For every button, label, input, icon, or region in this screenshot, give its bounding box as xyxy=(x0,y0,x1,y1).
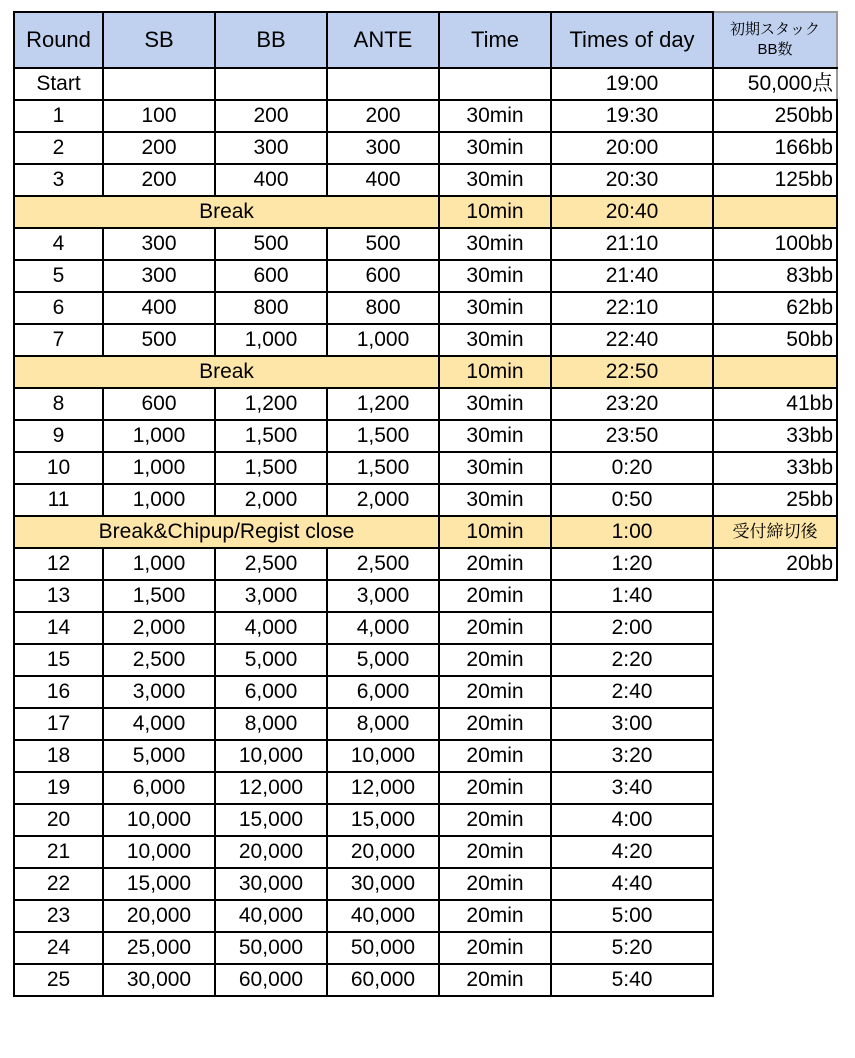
ante-cell: 50,000 xyxy=(327,932,439,964)
sb-cell: 10,000 xyxy=(103,804,215,836)
break-label: Break&Chipup/Regist close xyxy=(14,516,439,548)
ante-cell: 300 xyxy=(327,132,439,164)
level-row xyxy=(14,100,837,132)
time-of-day-cell: 1:20 xyxy=(551,548,713,580)
time-cell: 20min xyxy=(439,548,551,580)
ante-cell: 400 xyxy=(327,164,439,196)
time-of-day-cell: 19:30 xyxy=(551,100,713,132)
sb-cell: 2,000 xyxy=(103,612,215,644)
sb-cell: 400 xyxy=(103,292,215,324)
ante-cell: 1,500 xyxy=(327,420,439,452)
time-of-day-cell: 21:40 xyxy=(551,260,713,292)
time-of-day-cell: 2:00 xyxy=(551,612,713,644)
round-cell: 17 xyxy=(14,708,103,740)
break-label: Break xyxy=(14,356,439,388)
time-of-day-cell: 3:40 xyxy=(551,772,713,804)
empty-cell xyxy=(713,708,837,740)
level-row xyxy=(14,900,837,932)
header-sb: SB xyxy=(103,12,215,68)
level-row xyxy=(14,932,837,964)
header-initial-stack xyxy=(713,12,837,68)
break-label: Break xyxy=(14,196,439,228)
ante-cell: 30,000 xyxy=(327,868,439,900)
bb-cell: 30,000 xyxy=(215,868,327,900)
bb-cell: 400 xyxy=(215,164,327,196)
ante-cell: 3,000 xyxy=(327,580,439,612)
sb-cell: 4,000 xyxy=(103,708,215,740)
bb-cell: 800 xyxy=(215,292,327,324)
sb-cell: 2,500 xyxy=(103,644,215,676)
round-cell: 6 xyxy=(14,292,103,324)
time-cell: 30min xyxy=(439,484,551,516)
stack-bb-cell: 50bb xyxy=(713,324,837,356)
bb-cell: 6,000 xyxy=(215,676,327,708)
ante-cell: 12,000 xyxy=(327,772,439,804)
ante-cell: 1,500 xyxy=(327,452,439,484)
level-row xyxy=(14,612,837,644)
time-cell: 20min xyxy=(439,964,551,996)
time-cell: 30min xyxy=(439,132,551,164)
sb-cell: 5,000 xyxy=(103,740,215,772)
ante-cell: 600 xyxy=(327,260,439,292)
stack-bb-cell: 250bb xyxy=(713,100,837,132)
sb-cell: 1,000 xyxy=(103,452,215,484)
break-time: 10min xyxy=(439,516,551,548)
round-cell: 18 xyxy=(14,740,103,772)
level-row xyxy=(14,164,837,196)
round-cell: 11 xyxy=(14,484,103,516)
time-cell: 30min xyxy=(439,420,551,452)
time-cell: 30min xyxy=(439,292,551,324)
sb-cell: 30,000 xyxy=(103,964,215,996)
stack-bb-cell: 62bb xyxy=(713,292,837,324)
sb-cell: 1,000 xyxy=(103,548,215,580)
start-ante xyxy=(327,68,439,100)
level-row xyxy=(14,644,837,676)
stack-bb-cell: 83bb xyxy=(713,260,837,292)
time-of-day-cell: 0:50 xyxy=(551,484,713,516)
empty-cell xyxy=(713,676,837,708)
break-row xyxy=(14,516,837,548)
sb-cell: 300 xyxy=(103,228,215,260)
bb-cell: 50,000 xyxy=(215,932,327,964)
stack-bb-cell: 100bb xyxy=(713,228,837,260)
break-time-of-day: 1:00 xyxy=(551,516,713,548)
start-label: Start xyxy=(14,68,103,100)
sb-cell: 300 xyxy=(103,260,215,292)
level-row xyxy=(14,548,837,580)
level-row xyxy=(14,292,837,324)
level-row xyxy=(14,772,837,804)
empty-cell xyxy=(713,740,837,772)
header-times-of-day: Times of day xyxy=(551,12,713,68)
time-cell: 30min xyxy=(439,100,551,132)
stack-bb-cell: 166bb xyxy=(713,132,837,164)
break-time: 10min xyxy=(439,356,551,388)
sb-cell: 100 xyxy=(103,100,215,132)
start-sb xyxy=(103,68,215,100)
round-cell: 2 xyxy=(14,132,103,164)
round-cell: 14 xyxy=(14,612,103,644)
bb-cell: 1,500 xyxy=(215,452,327,484)
time-of-day-cell: 20:30 xyxy=(551,164,713,196)
ante-cell: 1,000 xyxy=(327,324,439,356)
bb-cell: 1,000 xyxy=(215,324,327,356)
time-cell: 20min xyxy=(439,612,551,644)
bb-cell: 4,000 xyxy=(215,612,327,644)
ante-cell: 2,500 xyxy=(327,548,439,580)
round-cell: 5 xyxy=(14,260,103,292)
bb-cell: 200 xyxy=(215,100,327,132)
round-cell: 20 xyxy=(14,804,103,836)
time-cell: 30min xyxy=(439,228,551,260)
empty-cell xyxy=(713,772,837,804)
level-row xyxy=(14,132,837,164)
sb-cell: 1,500 xyxy=(103,580,215,612)
start-row xyxy=(14,68,837,100)
break-time: 10min xyxy=(439,196,551,228)
time-of-day-cell: 23:20 xyxy=(551,388,713,420)
stack-bb-cell: 125bb xyxy=(713,164,837,196)
time-of-day-cell: 5:20 xyxy=(551,932,713,964)
time-cell: 30min xyxy=(439,260,551,292)
round-cell: 7 xyxy=(14,324,103,356)
round-cell: 21 xyxy=(14,836,103,868)
bb-cell: 600 xyxy=(215,260,327,292)
level-row xyxy=(14,228,837,260)
blind-structure-table-wrapper xyxy=(13,11,838,997)
break-row xyxy=(14,196,837,228)
ante-cell: 20,000 xyxy=(327,836,439,868)
level-row xyxy=(14,580,837,612)
stack-bb-cell: 41bb xyxy=(713,388,837,420)
round-cell: 9 xyxy=(14,420,103,452)
sb-cell: 25,000 xyxy=(103,932,215,964)
time-cell: 20min xyxy=(439,804,551,836)
blind-structure-table xyxy=(13,11,838,997)
time-of-day-cell: 5:40 xyxy=(551,964,713,996)
break-stack xyxy=(713,196,837,228)
stack-bb-cell: 20bb xyxy=(713,548,837,580)
round-cell: 3 xyxy=(14,164,103,196)
round-cell: 24 xyxy=(14,932,103,964)
sb-cell: 15,000 xyxy=(103,868,215,900)
ante-cell: 200 xyxy=(327,100,439,132)
time-cell: 20min xyxy=(439,740,551,772)
bb-cell: 1,200 xyxy=(215,388,327,420)
header-time: Time xyxy=(439,12,551,68)
bb-cell: 60,000 xyxy=(215,964,327,996)
round-cell: 1 xyxy=(14,100,103,132)
start-stack: 50,000点 xyxy=(713,68,837,100)
ante-cell: 1,200 xyxy=(327,388,439,420)
time-cell: 20min xyxy=(439,900,551,932)
level-row xyxy=(14,708,837,740)
sb-cell: 500 xyxy=(103,324,215,356)
ante-cell: 10,000 xyxy=(327,740,439,772)
time-of-day-cell: 3:00 xyxy=(551,708,713,740)
time-cell: 20min xyxy=(439,868,551,900)
level-row xyxy=(14,740,837,772)
ante-cell: 4,000 xyxy=(327,612,439,644)
time-cell: 20min xyxy=(439,772,551,804)
level-row xyxy=(14,324,837,356)
empty-cell xyxy=(713,964,837,996)
header-round: Round xyxy=(14,12,103,68)
break-time-of-day: 22:50 xyxy=(551,356,713,388)
level-row xyxy=(14,452,837,484)
round-cell: 15 xyxy=(14,644,103,676)
bb-cell: 500 xyxy=(215,228,327,260)
bb-cell: 2,000 xyxy=(215,484,327,516)
sb-cell: 1,000 xyxy=(103,420,215,452)
time-cell: 20min xyxy=(439,580,551,612)
bb-cell: 20,000 xyxy=(215,836,327,868)
sb-cell: 200 xyxy=(103,132,215,164)
time-cell: 20min xyxy=(439,708,551,740)
ante-cell: 5,000 xyxy=(327,644,439,676)
time-cell: 30min xyxy=(439,164,551,196)
stack-bb-cell: 25bb xyxy=(713,484,837,516)
stack-bb-cell: 33bb xyxy=(713,452,837,484)
header-initial-stack-line2: BB数 xyxy=(757,41,793,58)
header-ante: ANTE xyxy=(327,12,439,68)
ante-cell: 2,000 xyxy=(327,484,439,516)
level-row xyxy=(14,964,837,996)
time-cell: 20min xyxy=(439,676,551,708)
empty-cell xyxy=(713,932,837,964)
level-row xyxy=(14,804,837,836)
level-row xyxy=(14,420,837,452)
time-cell: 30min xyxy=(439,452,551,484)
empty-cell xyxy=(713,580,837,612)
time-of-day-cell: 22:40 xyxy=(551,324,713,356)
ante-cell: 15,000 xyxy=(327,804,439,836)
time-of-day-cell: 20:00 xyxy=(551,132,713,164)
empty-cell xyxy=(713,612,837,644)
time-cell: 30min xyxy=(439,388,551,420)
time-of-day-cell: 2:20 xyxy=(551,644,713,676)
empty-cell xyxy=(713,900,837,932)
header-initial-stack-line1: 初期スタック xyxy=(729,21,820,38)
ante-cell: 60,000 xyxy=(327,964,439,996)
bb-cell: 5,000 xyxy=(215,644,327,676)
level-row xyxy=(14,836,837,868)
ante-cell: 500 xyxy=(327,228,439,260)
time-of-day-cell: 2:40 xyxy=(551,676,713,708)
bb-cell: 40,000 xyxy=(215,900,327,932)
level-row xyxy=(14,676,837,708)
round-cell: 25 xyxy=(14,964,103,996)
time-of-day-cell: 4:00 xyxy=(551,804,713,836)
time-of-day-cell: 23:50 xyxy=(551,420,713,452)
round-cell: 23 xyxy=(14,900,103,932)
time-cell: 20min xyxy=(439,644,551,676)
ante-cell: 40,000 xyxy=(327,900,439,932)
round-cell: 12 xyxy=(14,548,103,580)
header-row xyxy=(14,12,837,68)
start-time-of-day: 19:00 xyxy=(551,68,713,100)
empty-cell xyxy=(713,644,837,676)
stack-bb-cell: 33bb xyxy=(713,420,837,452)
bb-cell: 2,500 xyxy=(215,548,327,580)
time-of-day-cell: 0:20 xyxy=(551,452,713,484)
time-of-day-cell: 4:20 xyxy=(551,836,713,868)
break-row xyxy=(14,356,837,388)
bb-cell: 1,500 xyxy=(215,420,327,452)
start-bb xyxy=(215,68,327,100)
level-row xyxy=(14,260,837,292)
time-cell: 30min xyxy=(439,324,551,356)
round-cell: 8 xyxy=(14,388,103,420)
sb-cell: 600 xyxy=(103,388,215,420)
empty-cell xyxy=(713,804,837,836)
bb-cell: 10,000 xyxy=(215,740,327,772)
ante-cell: 8,000 xyxy=(327,708,439,740)
break-time-of-day: 20:40 xyxy=(551,196,713,228)
time-of-day-cell: 5:00 xyxy=(551,900,713,932)
sb-cell: 1,000 xyxy=(103,484,215,516)
time-of-day-cell: 1:40 xyxy=(551,580,713,612)
sb-cell: 20,000 xyxy=(103,900,215,932)
level-row xyxy=(14,868,837,900)
sb-cell: 3,000 xyxy=(103,676,215,708)
empty-cell xyxy=(713,868,837,900)
bb-cell: 12,000 xyxy=(215,772,327,804)
time-cell: 20min xyxy=(439,932,551,964)
level-row xyxy=(14,388,837,420)
sb-cell: 6,000 xyxy=(103,772,215,804)
round-cell: 10 xyxy=(14,452,103,484)
bb-cell: 300 xyxy=(215,132,327,164)
level-row xyxy=(14,484,837,516)
ante-cell: 6,000 xyxy=(327,676,439,708)
time-of-day-cell: 21:10 xyxy=(551,228,713,260)
sb-cell: 200 xyxy=(103,164,215,196)
break-stack xyxy=(713,356,837,388)
sb-cell: 10,000 xyxy=(103,836,215,868)
start-time xyxy=(439,68,551,100)
ante-cell: 800 xyxy=(327,292,439,324)
bb-cell: 15,000 xyxy=(215,804,327,836)
round-cell: 22 xyxy=(14,868,103,900)
table-body xyxy=(14,68,837,996)
round-cell: 16 xyxy=(14,676,103,708)
round-cell: 19 xyxy=(14,772,103,804)
header-bb: BB xyxy=(215,12,327,68)
time-of-day-cell: 4:40 xyxy=(551,868,713,900)
round-cell: 4 xyxy=(14,228,103,260)
time-cell: 20min xyxy=(439,836,551,868)
bb-cell: 3,000 xyxy=(215,580,327,612)
time-of-day-cell: 22:10 xyxy=(551,292,713,324)
time-of-day-cell: 3:20 xyxy=(551,740,713,772)
round-cell: 13 xyxy=(14,580,103,612)
break-stack: 受付締切後 xyxy=(713,516,837,548)
empty-cell xyxy=(713,836,837,868)
bb-cell: 8,000 xyxy=(215,708,327,740)
